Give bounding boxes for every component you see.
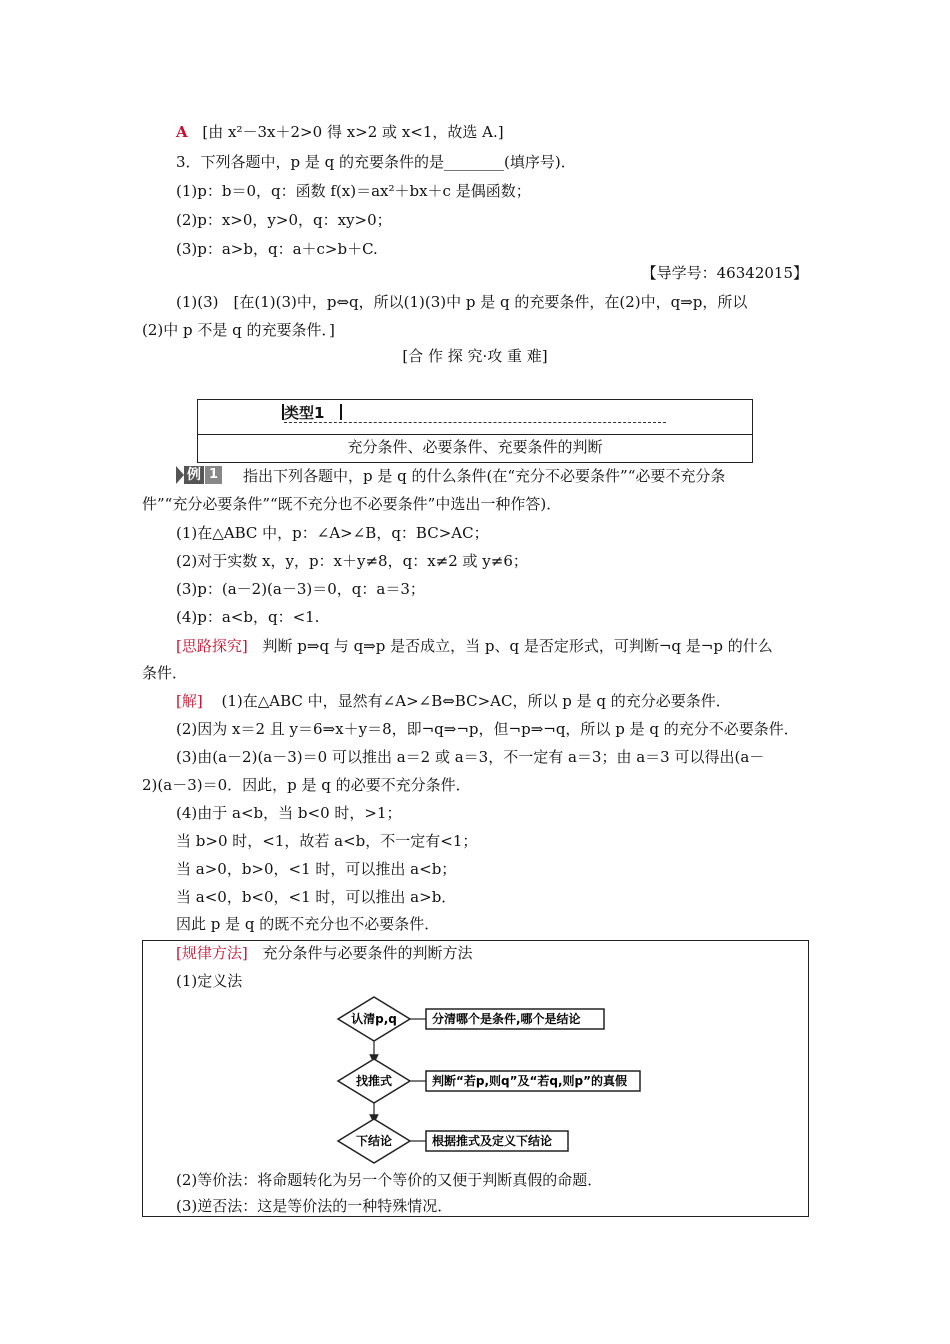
method-title: 充分条件与必要条件的判断方法 [262, 944, 473, 962]
example-item-2: (2)对于实数 x，y，p：x＋y≠8，q：x≠2 或 y≠6； [176, 552, 528, 570]
example-label: 例 [184, 466, 204, 484]
question-3-answer-line-1: (1)(3) [在(1)(3)中，p⇔q，所以(1)(3)中 p 是 q 的充要条件，在(2)中，q⇒p，所以 [176, 293, 748, 311]
thinking-label: [思路探究] [176, 637, 248, 655]
solution-line-7: 当 a>0，b>0，<1 时，可以推出 a<b； [176, 860, 457, 878]
solution-line-8: 当 a<0，b<0，<1 时，可以推出 a>b． [176, 888, 457, 906]
solution-line-2: (2)因为 x＝2 且 y＝6⇒x＋y＝8，即¬q⇒¬p，但¬p⇒¬q，所以 p 是 q 的充分不必要条件． [176, 720, 799, 738]
question-3-stem: 3．下列各题中，p 是 q 的充要条件的是________(填序号)． [176, 153, 576, 171]
flowchart [330, 995, 650, 1165]
type-subtitle: 充分条件、必要条件、充要条件的判断 [347, 438, 603, 456]
solution-line-1 [176, 690, 731, 712]
example-line-1: 指出下列各题中，p 是 q 的什么条件(在“充分不必要条件”“必要不充分条 [243, 467, 726, 485]
solution-line-9: 因此 p 是 q 的既不充分也不必要条件． [176, 915, 440, 933]
thinking-line-1 [176, 635, 773, 657]
answer-2 [176, 121, 504, 143]
flow-step-1: 认清p,q [351, 1012, 397, 1026]
dashed-rule [284, 422, 666, 423]
solution-line-3: (3)由(a－2)(a－3)＝0 可以推出 a＝2 或 a＝3，不一定有 a＝3；由 a＝3 可以得出(a－ [176, 748, 765, 766]
question-3-item-1: (1)p：b＝0，q：函数 f(x)＝ax²＋bx＋c 是偶函数； [176, 182, 531, 200]
method-item-2: (2)等价法：将命题转化为另一个等价的又便于判断真假的命题． [176, 1171, 603, 1189]
answer-letter: A [176, 123, 188, 141]
badge-arrow-icon [176, 466, 184, 484]
question-3-item-2: (2)p：x>0，y>0，q：xy>0； [176, 211, 392, 229]
flow-desc-3: 根据推式及定义下结论 [432, 1134, 553, 1148]
flow-step-2: 找推式 [355, 1074, 393, 1088]
example-number: 1 [205, 466, 222, 484]
thinking-line-2: 条件． [142, 664, 188, 682]
flow-step-3: 下结论 [355, 1134, 393, 1148]
example-item-1: (1)在△ABC 中，p：∠A>∠B，q：BC>AC； [176, 524, 489, 542]
method-item-3: (3)逆否法：这是等价法的一种特殊情况． [176, 1197, 453, 1215]
solution-line-4: 2)(a－3)＝0．因此，p 是 q 的必要不充分条件． [142, 776, 471, 794]
example-badge [176, 465, 222, 485]
solution-line-5: (4)由于 a<b，当 b<0 时，>1； [176, 804, 402, 822]
example-line-2: 件”“充分必要条件”“既不充分也不必要条件”中选出一种作答)． [142, 495, 562, 513]
method-item-1: (1)定义法 [176, 972, 243, 990]
guide-number: 【导学号：46342015】 [641, 264, 808, 282]
box-divider [198, 434, 752, 435]
flow-desc-2: 判断“若p,则q”及“若q,则p”的真假 [432, 1074, 628, 1088]
thinking-text: 判断 p⇒q 与 q⇒p 是否成立，当 p、q 是否定形式，可判断¬q 是¬p 的什么 [262, 637, 773, 655]
answer-explanation: [由 x²－3x＋2>0 得 x>2 或 x<1，故选 A.] [202, 123, 504, 141]
solution-line-6: 当 b>0 时，<1，故若 a<b，不一定有<1； [176, 832, 478, 850]
tag-bar-right [340, 404, 342, 420]
example-item-4: (4)p：a<b，q：<1. [176, 608, 320, 626]
section-title: [合 作 探 究·攻 重 难] [402, 347, 548, 365]
flow-desc-1: 分清哪个是条件,哪个是结论 [432, 1012, 581, 1026]
example-item-3: (3)p：(a－2)(a－3)＝0，q：a＝3； [176, 580, 425, 598]
type-box [197, 399, 753, 463]
question-3-answer-line-2: (2)中 p 不是 q 的充要条件．] [142, 321, 335, 339]
question-3-item-3: (3)p：a>b，q：a＋c>b＋C. [176, 240, 378, 258]
solution-text-1: (1)在△ABC 中，显然有∠A>∠B⇔BC>AC，所以 p 是 q 的充分必要条件． [221, 692, 731, 710]
solution-label: [解] [176, 692, 203, 710]
method-label: [规律方法] [176, 944, 248, 962]
method-header [176, 942, 473, 964]
type-tag: 类型1 [284, 404, 325, 422]
